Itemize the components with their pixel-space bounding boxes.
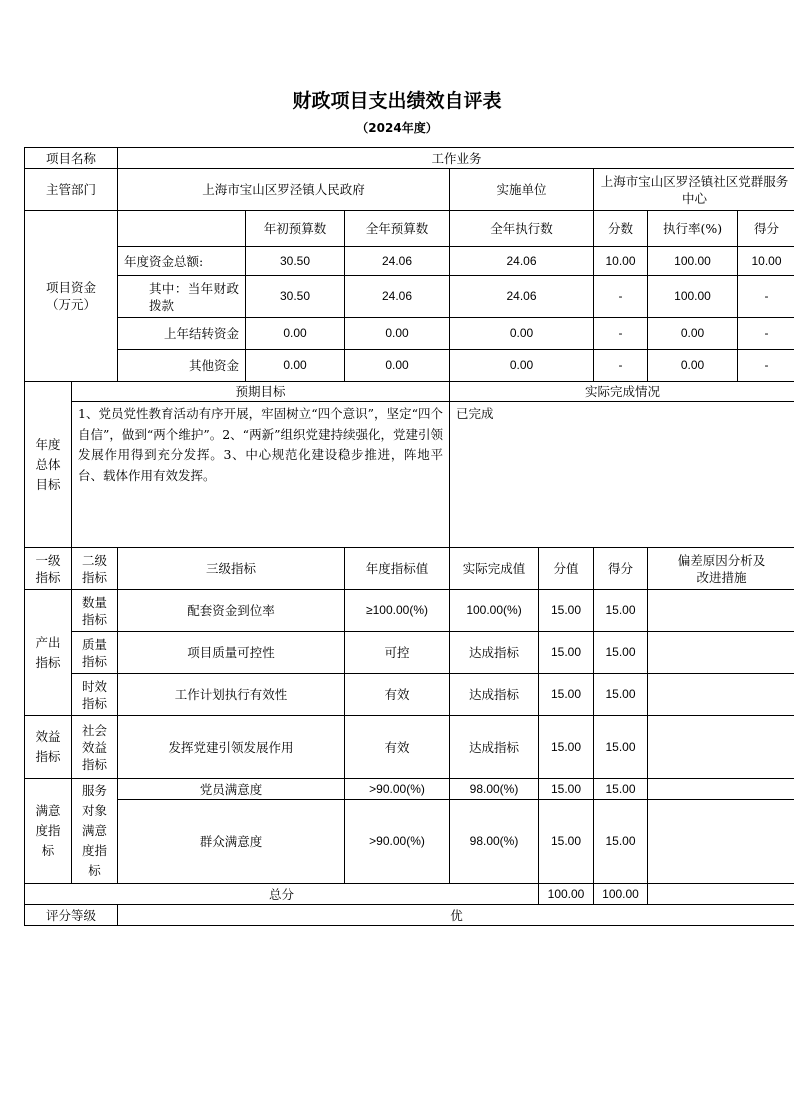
funds-row-other <box>25 350 794 382</box>
indicator-row <box>25 674 794 716</box>
funds-header-annual: 全年预算数 <box>345 211 450 247</box>
funds-section-label: 项目资金（万元） <box>25 211 118 382</box>
grade-row <box>25 905 794 926</box>
target-cell: 有效 <box>345 674 450 716</box>
deviation-cell <box>648 632 794 674</box>
score-cell: 15.00 <box>594 800 648 884</box>
deviation-cell <box>648 800 794 884</box>
dept-row <box>25 169 794 211</box>
actual-cell: 达成指标 <box>450 632 539 674</box>
actual-cell: 达成指标 <box>450 674 539 716</box>
level2-cell: 质量指标 <box>72 632 118 674</box>
funds-got: - <box>738 350 794 382</box>
funds-header-initial: 年初预算数 <box>246 211 345 247</box>
actual-goal-text: 已完成 <box>450 402 794 548</box>
score-cell: 15.00 <box>594 779 648 800</box>
score-header: 得分 <box>594 548 648 590</box>
expected-goal-text: 1、党员党性教育活动有序开展，牢固树立“四个意识”，坚定“四个自信”，做到“两个维护”。2、“两新”组织党建持续强化，党建引领发展作用得到充分发挥。3、中心规范化建设稳步推进，阵地平台、载体作用有效发挥。 <box>72 402 450 548</box>
grade-value: 优 <box>118 905 794 926</box>
impl-value: 上海市宝山区罗泾镇社区党群服务中心 <box>594 169 794 211</box>
funds-annual: 24.06 <box>345 276 450 318</box>
funds-header-row <box>25 211 794 247</box>
level2-header: 二级指标 <box>72 548 118 590</box>
weight-cell: 15.00 <box>539 800 594 884</box>
level2-satisfaction: 服务对象满意度指标 <box>72 779 118 884</box>
level3-cell: 党员满意度 <box>118 779 345 800</box>
weight-cell: 15.00 <box>539 716 594 779</box>
level1-header: 一级指标 <box>25 548 72 590</box>
funds-row-label: 其中：当年财政拨款 <box>118 276 246 318</box>
actual-cell: 98.00(%) <box>450 779 539 800</box>
level1-output: 产出指标 <box>25 590 72 716</box>
level2-cell: 时效指标 <box>72 674 118 716</box>
funds-row-total <box>25 247 794 276</box>
funds-row-fiscal <box>25 276 794 318</box>
funds-initial: 0.00 <box>246 350 345 382</box>
score-cell: 15.00 <box>594 590 648 632</box>
goals-section-label: 年度总体目标 <box>25 382 72 548</box>
funds-annual: 24.06 <box>345 247 450 276</box>
level1-benefit: 效益指标 <box>25 716 72 779</box>
score-cell: 15.00 <box>594 716 648 779</box>
funds-rate: 0.00 <box>648 318 738 350</box>
funds-initial: 0.00 <box>246 318 345 350</box>
target-cell: ≥100.00(%) <box>345 590 450 632</box>
funds-row-label: 年度资金总额: <box>118 247 246 276</box>
grade-label: 评分等级 <box>25 905 118 926</box>
funds-rate: 100.00 <box>648 247 738 276</box>
level3-cell: 配套资金到位率 <box>118 590 345 632</box>
funds-score: - <box>594 276 648 318</box>
target-header: 年度指标值 <box>345 548 450 590</box>
funds-annual: 0.00 <box>345 318 450 350</box>
funds-executed: 24.06 <box>450 276 594 318</box>
total-deviation <box>648 884 794 905</box>
target-cell: >90.00(%) <box>345 800 450 884</box>
funds-header-blank <box>118 211 246 247</box>
weight-cell: 15.00 <box>539 779 594 800</box>
actual-goal-header: 实际完成情况 <box>450 382 794 402</box>
funds-row-label: 上年结转资金 <box>118 318 246 350</box>
funds-score: - <box>594 318 648 350</box>
level3-cell: 工作计划执行有效性 <box>118 674 345 716</box>
deviation-cell <box>648 716 794 779</box>
level2-cell: 数量指标 <box>72 590 118 632</box>
expected-goal-header: 预期目标 <box>72 382 450 402</box>
target-cell: 可控 <box>345 632 450 674</box>
level3-cell: 群众满意度 <box>118 800 345 884</box>
goals-content-row <box>25 402 794 548</box>
weight-cell: 15.00 <box>539 590 594 632</box>
funds-score: - <box>594 350 648 382</box>
goals-header-row <box>25 382 794 402</box>
deviation-cell <box>648 674 794 716</box>
total-row <box>25 884 794 905</box>
funds-executed: 0.00 <box>450 350 594 382</box>
funds-got: - <box>738 318 794 350</box>
page-subtitle: （2024年度） <box>356 121 438 135</box>
impl-label: 实施单位 <box>450 169 594 211</box>
score-cell: 15.00 <box>594 632 648 674</box>
level3-cell: 发挥党建引领发展作用 <box>118 716 345 779</box>
indicator-header-row <box>25 548 794 590</box>
level3-cell: 项目质量可控性 <box>118 632 345 674</box>
page-title: 财政项目支出绩效自评表 <box>292 90 502 112</box>
funds-header-rate: 执行率(%) <box>648 211 738 247</box>
funds-initial: 30.50 <box>246 247 345 276</box>
deviation-cell <box>648 590 794 632</box>
funds-header-score: 分数 <box>594 211 648 247</box>
funds-got: - <box>738 276 794 318</box>
funds-rate: 100.00 <box>648 276 738 318</box>
weight-cell: 15.00 <box>539 632 594 674</box>
target-cell: >90.00(%) <box>345 779 450 800</box>
funds-annual: 0.00 <box>345 350 450 382</box>
funds-row-carryover <box>25 318 794 350</box>
dept-label: 主管部门 <box>25 169 118 211</box>
actual-header: 实际完成值 <box>450 548 539 590</box>
target-cell: 有效 <box>345 716 450 779</box>
funds-executed: 24.06 <box>450 247 594 276</box>
actual-cell: 98.00(%) <box>450 800 539 884</box>
deviation-header: 偏差原因分析及改进措施 <box>648 548 794 590</box>
indicator-row <box>25 800 794 884</box>
funds-header-got: 得分 <box>738 211 794 247</box>
actual-cell: 100.00(%) <box>450 590 539 632</box>
project-name-label: 项目名称 <box>25 148 118 169</box>
actual-cell: 达成指标 <box>450 716 539 779</box>
weight-header: 分值 <box>539 548 594 590</box>
funds-row-label: 其他资金 <box>118 350 246 382</box>
funds-got: 10.00 <box>738 247 794 276</box>
funds-score: 10.00 <box>594 247 648 276</box>
funds-header-executed: 全年执行数 <box>450 211 594 247</box>
indicator-row <box>25 632 794 674</box>
evaluation-table <box>24 147 794 926</box>
indicator-row <box>25 590 794 632</box>
total-weight: 100.00 <box>539 884 594 905</box>
project-name-row <box>25 148 794 169</box>
level2-cell: 社会效益指标 <box>72 716 118 779</box>
deviation-cell <box>648 779 794 800</box>
level3-header: 三级指标 <box>118 548 345 590</box>
project-name-value: 工作业务 <box>118 148 794 169</box>
indicator-row <box>25 779 794 800</box>
indicator-row <box>25 716 794 779</box>
funds-initial: 30.50 <box>246 276 345 318</box>
weight-cell: 15.00 <box>539 674 594 716</box>
total-label: 总分 <box>25 884 539 905</box>
dept-value: 上海市宝山区罗泾镇人民政府 <box>118 169 450 211</box>
level1-satisfaction: 满意度指标 <box>25 779 72 884</box>
total-score: 100.00 <box>594 884 648 905</box>
score-cell: 15.00 <box>594 674 648 716</box>
funds-executed: 0.00 <box>450 318 594 350</box>
funds-rate: 0.00 <box>648 350 738 382</box>
